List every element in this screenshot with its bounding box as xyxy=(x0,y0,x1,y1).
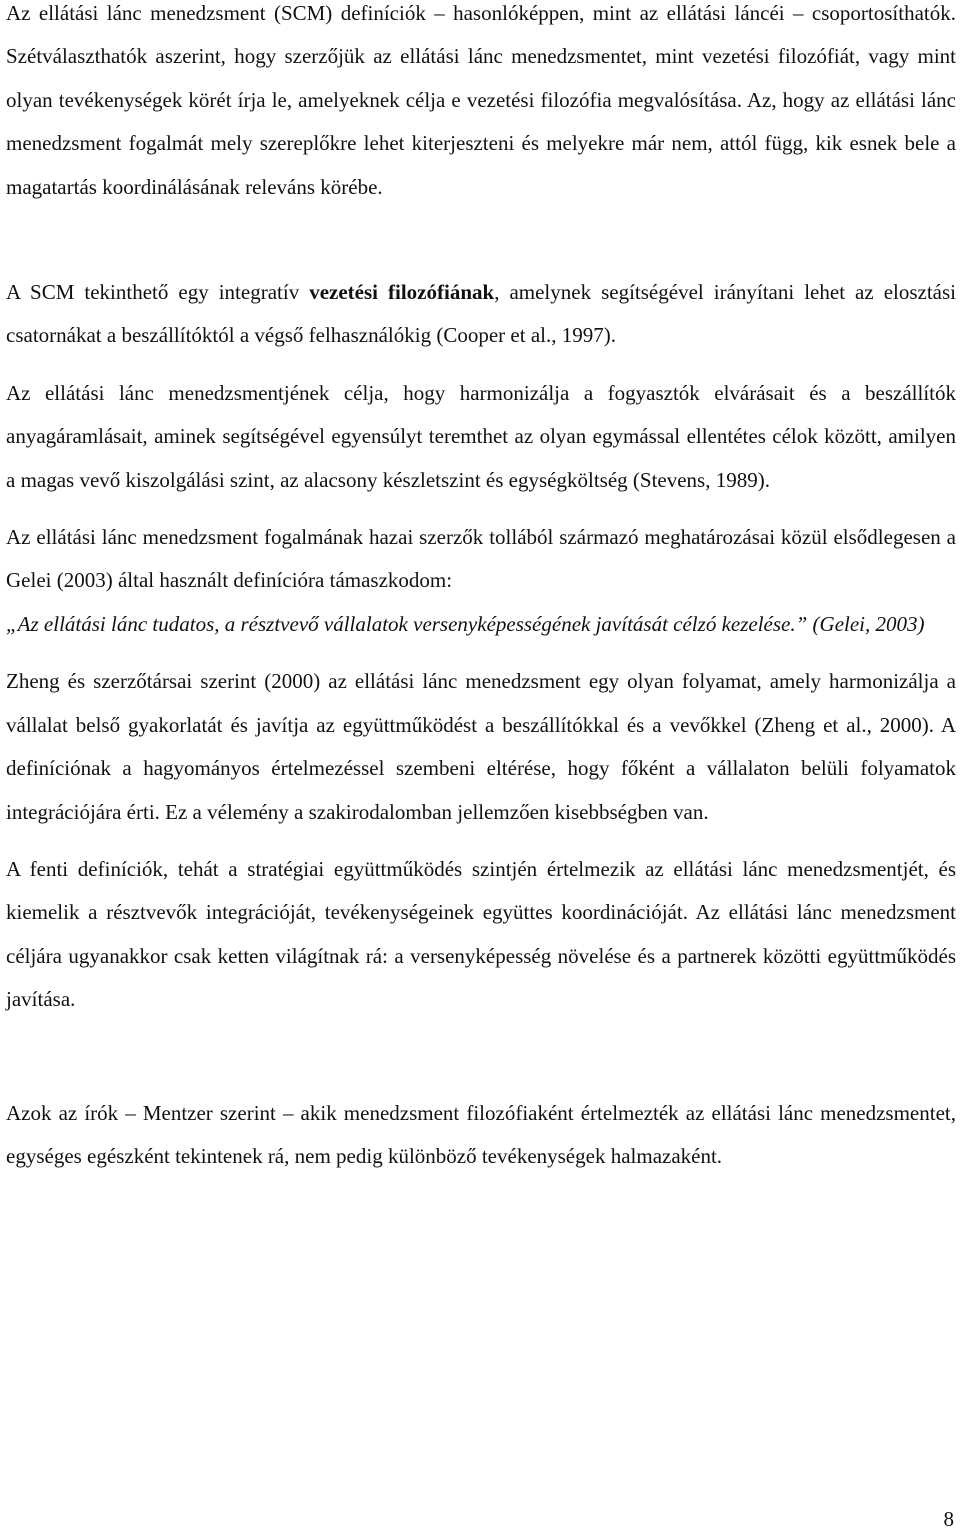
paragraph-scm-definitions: Az ellátási lánc menedzsment (SCM) definíciók – hasonlóképpen, mint az ellátási láncéi – csoportosíthatók. Szétválaszthatók aszerint, hogy szerzőjük az ellátási lánc menedzsmentet, mint vezetési filozófiát, vagy mint olyan tevékenységek körét írja le, amelyeknek célja e vezetési filozófia megvalósítása. Az, hogy az ellátási lánc menedzsment fogalmát mely szereplőkre lehet kiterjeszteni és melyekre már nem, attól függ, kik esnek bele a magatartás koordinálásának releváns körébe. xyxy=(6,1,956,199)
document-page xyxy=(6,0,956,1178)
paragraph-scm-goal: Az ellátási lánc menedzsmentjének célja, hogy harmonizálja a fogyasztók elvárásait és a beszállítók anyagáramlásait, aminek segítségével egyensúlyt teremthet az olyan egymással ellentétes célok között, amilyen a magas vevő kiszolgálási szint, az alacsony készletszint és egységköltség (Stevens, 1989). xyxy=(6,380,956,492)
paragraph-scm-philosophy-end: , amelynek segítségével irányítani lehet az elosztási csatornákat a beszállítóktól a végső felhasználókig (Cooper et al., 1997). xyxy=(6,280,957,348)
quote-gelei-definition: „Az ellátási lánc tudatos, a résztvevő vállalatok versenyképességének javítását célzó kezelése.” (Gelei, 2003) xyxy=(6,611,925,636)
paragraph-mentzer-view: Azok az írók – Mentzer szerint – akik menedzsment filozófiaként értelmezték az ellátási lánc menedzsmentet, egységes egészként tekintenek rá, nem pedig különböző tevékenységek halmazaként. xyxy=(6,1100,956,1168)
paragraph-scm-philosophy-start: A SCM tekinthető egy integratív xyxy=(6,280,310,305)
paragraph-hungarian-authors: Az ellátási lánc menedzsment fogalmának hazai szerzők tollából származó meghatározásai közül elsődlegesen a Gelei (2003) által használt definícióra támaszkodom: xyxy=(6,525,956,593)
page-number: 8 xyxy=(943,1507,954,1531)
bold-term-vezetesi-filozofia: vezetési filozófiának xyxy=(309,280,495,305)
paragraph-scm-philosophy xyxy=(6,271,956,358)
paragraph-definition-summary: A fenti definíciók, tehát a stratégiai együttműködés szintjén értelmezik az ellátási lánc menedzsmentjét, és kiemelik a résztvevők integrációját, tevékenységeinek együttes koordinációját. Az ellátási lánc menedzsment céljára ugyanakkor csak ketten világítnak rá: a versenyképesség növelése és a partnerek közötti együttműködés javítása. xyxy=(6,856,956,1012)
paragraph-zheng-definition: Zheng és szerzőtársai szerint (2000) az ellátási lánc menedzsment egy olyan folyamat, amely harmonizálja a vállalat belső gyakorlatát és javítja az együttműködést a beszállítókkal és a vevőkkel (Zheng et al., 2000). A definíciónak a hagyományos értelmezéssel szembeni eltérése, hogy főként a vállalaton belüli folyamatok integrációjára érti. Ez a vélemény a szakirodalomban jellemzően kisebbségben van. xyxy=(6,669,956,824)
